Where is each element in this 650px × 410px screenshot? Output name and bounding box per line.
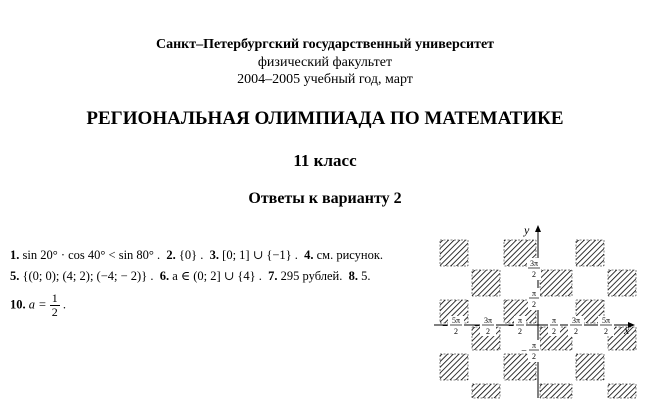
x-tick-5pi2-den: 2 [604, 327, 608, 336]
y-tick-neg-pi2-num: π [531, 341, 537, 350]
x-tick-3pi2-num: 3π [571, 316, 581, 325]
answer-2-text: {0} . [178, 248, 204, 262]
answer-8-text: 5. [361, 269, 371, 283]
y-axis-label: y [524, 223, 530, 237]
x-tick-neg-5pi2-den: 2 [454, 327, 458, 336]
x-tick-5pi2-num: 5π [601, 316, 611, 325]
y-tick-3pi2-den: 2 [532, 270, 536, 279]
answer-6-text: a ∈ (0; 2] ∪ {4} . [172, 269, 262, 283]
x-axis-label: x [624, 323, 630, 337]
hatched-cell [576, 240, 604, 266]
y-axis-arrow-icon [535, 225, 541, 232]
y-tick-3pi2-num: 3π [529, 259, 539, 268]
hatched-cell [608, 384, 636, 398]
answer-10-denominator: 2 [51, 305, 58, 319]
y-tick-pi2-den: 2 [532, 300, 536, 309]
answer-8-number: 8. [348, 269, 358, 283]
hatched-cell [440, 240, 468, 266]
answer-4-text: см. рисунок. [316, 248, 384, 262]
x-tick-pi2-den: 2 [552, 327, 556, 336]
document-header [0, 36, 650, 88]
answer-10-end: . [62, 297, 66, 312]
hatched-cell [540, 270, 572, 296]
hatched-cell [472, 270, 500, 296]
x-tick-neg-pi2-num: π [517, 316, 523, 325]
answer-1-text: sin 20° · cos 40° < sin 80° . [22, 248, 161, 262]
faculty-name: физический факультет [257, 55, 393, 70]
x-tick-neg-5pi2-num: 5π [451, 316, 461, 325]
x-tick-neg-pi2-sign: – [508, 320, 514, 330]
answers-line-2 [10, 268, 370, 284]
grade-label: 11 класс [293, 151, 357, 170]
answer-2-number: 2. [166, 248, 176, 262]
answer-5-text: {(0; 0); (4; 2); (−4; − 2)} . [22, 269, 154, 283]
academic-year: 2004–2005 учебный год, март [237, 72, 413, 87]
answers-title: Ответы к варианту 2 [248, 190, 402, 207]
olympiad-title: РЕГИОНАЛЬНАЯ ОЛИМПИАДА ПО МАТЕМАТИКЕ [86, 108, 564, 129]
x-tick-neg-pi2-den: 2 [518, 327, 522, 336]
answer-7-number: 7. [268, 269, 278, 283]
answer-1-number: 1. [10, 248, 20, 262]
answer-10-lhs: a = [28, 297, 47, 312]
x-tick-3pi2-den: 2 [574, 327, 578, 336]
answer-10-numerator: 1 [51, 291, 58, 305]
y-tick-neg-pi2-den: 2 [532, 352, 536, 361]
x-tick-neg-5pi2-sign: – [442, 320, 448, 330]
x-tick-neg-3pi2-den: 2 [486, 327, 490, 336]
answers-line-3 [10, 292, 66, 319]
x-tick-neg-3pi2-sign: – [474, 320, 480, 330]
hatched-cell [608, 270, 636, 296]
answer-10-number: 10. [10, 297, 26, 312]
answers-line-1 [10, 247, 383, 263]
hatched-cell [472, 384, 500, 398]
answer-4-figure [432, 222, 642, 402]
answer-7-text: 295 рублей. [280, 269, 343, 283]
answer-10-fraction [50, 292, 60, 319]
university-name: Санкт–Петербургский государственный университет [155, 37, 495, 52]
answer-6-number: 6. [159, 269, 170, 283]
hatched-cell [576, 354, 604, 380]
answer-4-number: 4. [304, 248, 314, 262]
y-tick-neg-pi2-sign: – [521, 345, 527, 355]
x-tick-neg-3pi2-num: 3π [483, 316, 493, 325]
x-tick-pi2-num: π [551, 316, 557, 325]
answer-5-number: 5. [10, 269, 20, 283]
hatched-cell [440, 354, 468, 380]
y-tick-pi2-num: π [531, 289, 537, 298]
hatched-cell [540, 384, 572, 398]
answer-3-text: [0; 1] ∪ {−1} . [222, 248, 298, 262]
answer-3-number: 3. [209, 248, 220, 262]
